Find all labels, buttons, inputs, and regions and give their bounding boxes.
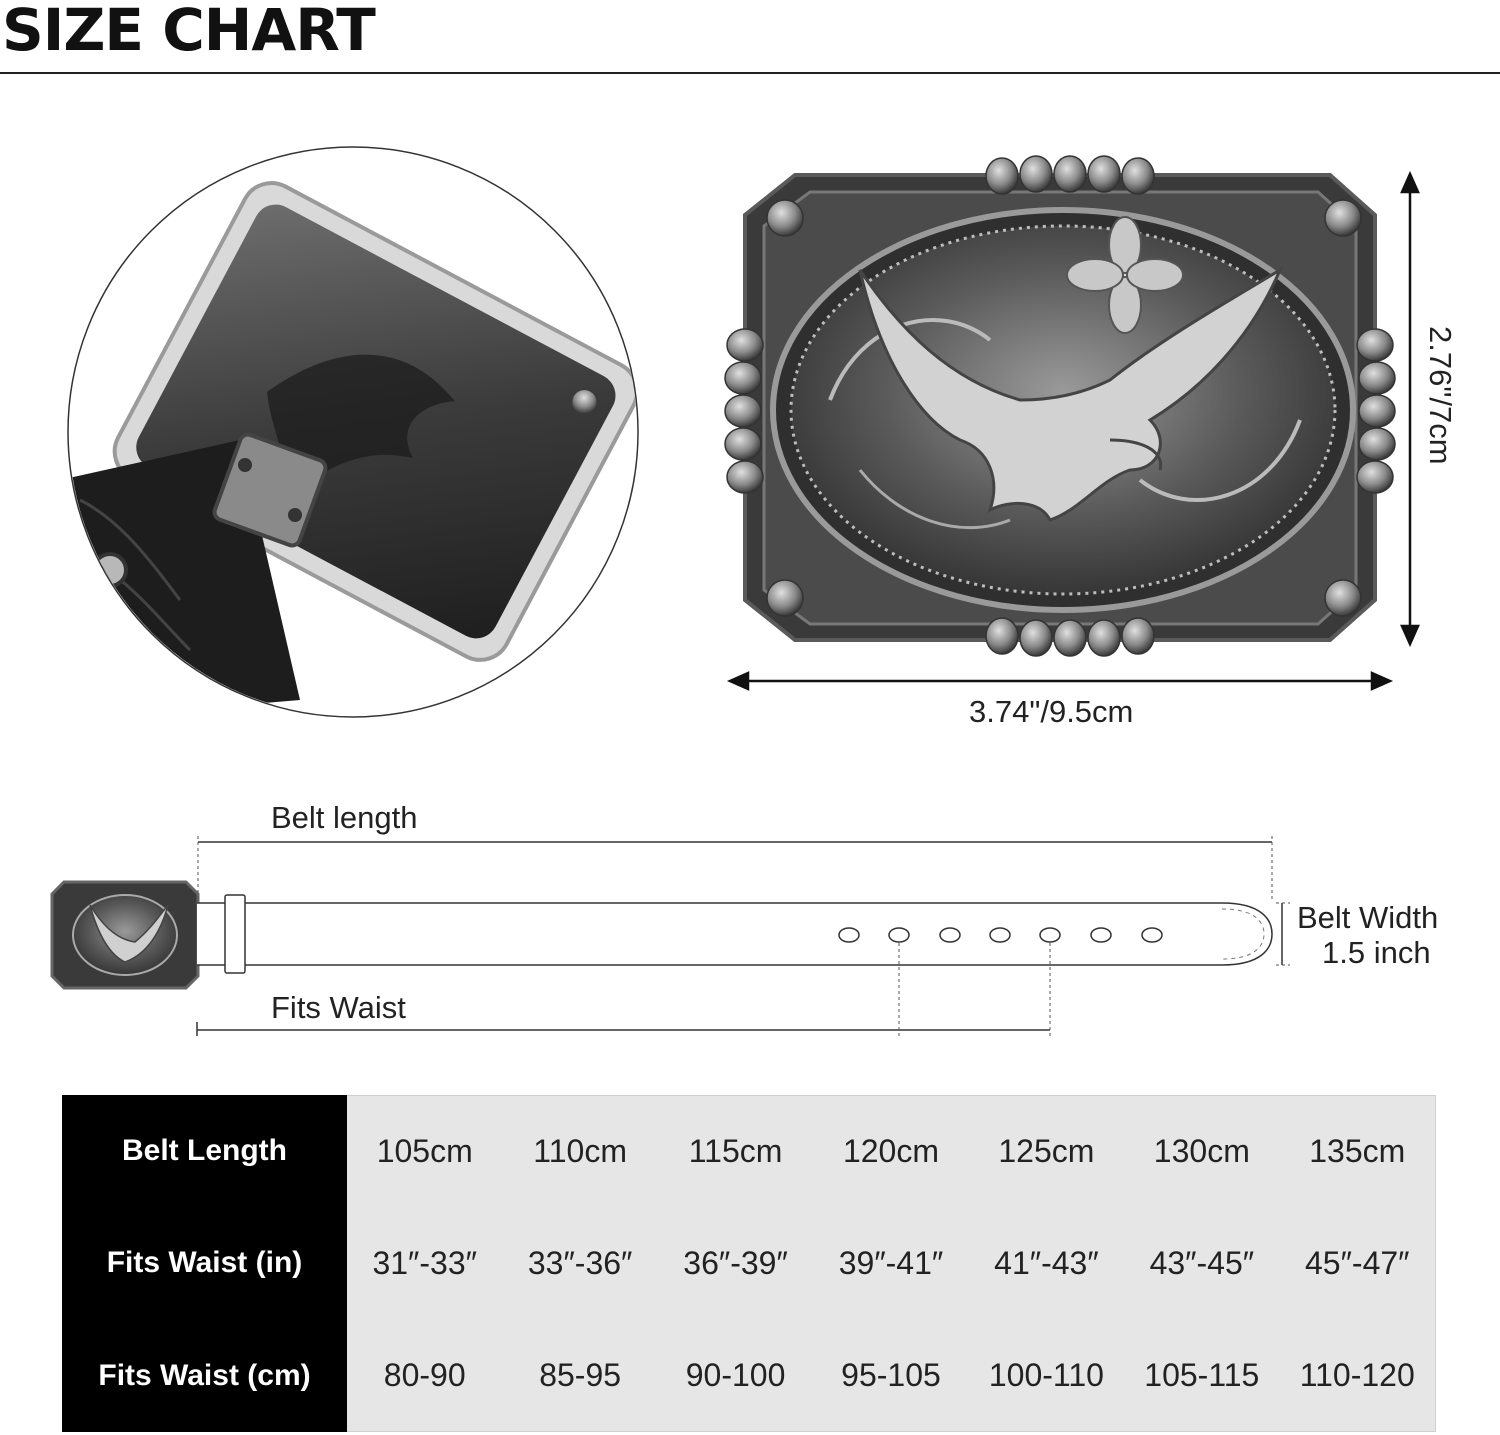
buckle-width-label: 3.74"/9.5cm (969, 694, 1134, 729)
table-row (347, 1208, 1435, 1320)
buckle-width-arrow (730, 673, 1390, 689)
fits-waist-label: Fits Waist (271, 990, 406, 1025)
table-cell: 105-115 (1144, 1356, 1260, 1393)
buckle-height-label: 2.76"/7cm (1423, 326, 1458, 465)
table-cell: 100-110 (988, 1356, 1104, 1393)
page-title: SIZE CHART (2, 0, 375, 64)
table-cell: 130cm (1153, 1133, 1250, 1170)
table-cell: 105cm (376, 1133, 473, 1170)
table-body (347, 1095, 1436, 1432)
table-cell: 39″-41″ (838, 1245, 944, 1281)
table-cell: 45″-47″ (1304, 1245, 1410, 1281)
table-cell: 95-105 (841, 1356, 941, 1393)
belt-diagram (52, 836, 1290, 1036)
table-cell: 31″-33″ (372, 1245, 477, 1281)
buckle-height-arrow (1402, 174, 1418, 644)
row-header-belt-length: Belt Length (122, 1134, 287, 1168)
table-cell: 125cm (998, 1133, 1095, 1170)
table-cell: 41″-43″ (994, 1245, 1099, 1281)
row-header-fits-waist-in: Fits Waist (in) (106, 1246, 303, 1280)
table-cell: 135cm (1309, 1133, 1406, 1170)
table-cell: 43″-45″ (1149, 1245, 1255, 1281)
buckle-back-photo (60, 147, 648, 720)
row-header-fits-waist-cm: Fits Waist (cm) (98, 1358, 311, 1392)
table-cell: 33″-36″ (527, 1245, 633, 1281)
table-row (347, 1096, 1435, 1208)
table-cell: 36″-39″ (683, 1245, 788, 1281)
table-cell: 80-90 (383, 1356, 466, 1393)
belt-length-label: Belt length (271, 800, 418, 835)
buckle-front-photo (725, 156, 1395, 656)
belt-width-label: Belt Width (1297, 900, 1439, 935)
table-row-headers (62, 1095, 347, 1432)
table-cell: 115cm (688, 1133, 783, 1170)
table-cell: 110cm (533, 1133, 627, 1170)
table-cell: 90-100 (685, 1356, 786, 1393)
table-cell: 85-95 (539, 1356, 622, 1393)
table-row (347, 1319, 1435, 1431)
size-table (62, 1095, 1436, 1432)
table-cell: 110-120 (1299, 1356, 1415, 1393)
table-cell: 120cm (842, 1133, 939, 1170)
belt-width-value: 1.5 inch (1322, 935, 1431, 970)
